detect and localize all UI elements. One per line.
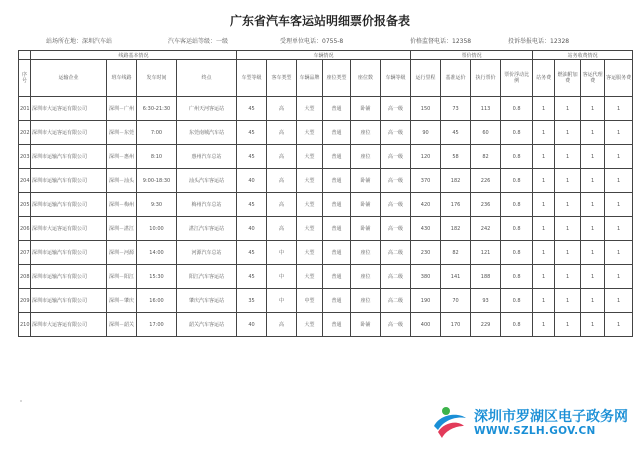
table-cell: 韶关汽车客运站 <box>177 313 237 337</box>
table-cell: 82 <box>471 145 501 169</box>
table-cell: 1 <box>581 313 605 337</box>
table-cell: 深圳－梅州 <box>107 193 137 217</box>
table-cell: 0.8 <box>501 217 533 241</box>
table-cell: 45 <box>237 97 267 121</box>
table-cell: 高一级 <box>381 217 411 241</box>
table-cell: 普通 <box>323 265 351 289</box>
table-cell: 1 <box>605 145 633 169</box>
table-cell: 1 <box>555 313 581 337</box>
table-cell: 普通 <box>323 241 351 265</box>
table-cell: 1 <box>555 241 581 265</box>
info-bar <box>18 36 622 48</box>
column-header: 车型等级 <box>237 60 267 97</box>
e-government-logo <box>432 402 468 440</box>
table-cell: 226 <box>471 169 501 193</box>
table-cell: 236 <box>471 193 501 217</box>
table-cell: 70 <box>441 289 471 313</box>
table-cell: 深圳－阳江 <box>107 265 137 289</box>
table-cell: 141 <box>441 265 471 289</box>
table-cell: 大型 <box>297 217 323 241</box>
table-cell: 8:10 <box>137 145 177 169</box>
table-cell: 1 <box>605 265 633 289</box>
table-cell: 1 <box>555 193 581 217</box>
table-cell: 汕头汽车客运站 <box>177 169 237 193</box>
column-header: 客车类型 <box>267 60 297 97</box>
table-cell: 普通 <box>323 169 351 193</box>
table-cell: 182 <box>441 217 471 241</box>
table-cell: 45 <box>237 145 267 169</box>
table-cell: 170 <box>441 313 471 337</box>
table-cell: 182 <box>441 169 471 193</box>
column-header: 车辆等级 <box>381 60 411 97</box>
table-cell: 150 <box>411 97 441 121</box>
group-fare: 票价情况 <box>411 51 533 60</box>
table-cell: 中 <box>267 241 297 265</box>
table-cell: 1 <box>581 265 605 289</box>
table-cell: 卧铺 <box>351 193 381 217</box>
table-cell: 208 <box>19 265 31 289</box>
table-cell: 深圳市大运客运有限公司 <box>31 313 107 337</box>
info-contact-phone: 受理单位电话：0755-8 <box>280 38 344 45</box>
table-cell: 1 <box>581 145 605 169</box>
table-cell: 203 <box>19 145 31 169</box>
table-cell: 座位 <box>351 121 381 145</box>
table-cell: 座位 <box>351 289 381 313</box>
table-cell: 1 <box>533 241 555 265</box>
table-cell: 卧铺 <box>351 169 381 193</box>
table-cell: 深圳－汕头 <box>107 169 137 193</box>
table-row <box>19 145 633 169</box>
table-cell: 高二级 <box>381 265 411 289</box>
table-cell: 45 <box>441 121 471 145</box>
table-cell: 190 <box>411 289 441 313</box>
table-cell: 370 <box>411 169 441 193</box>
table-cell: 120 <box>411 145 441 169</box>
table-cell: 242 <box>471 217 501 241</box>
table-cell: 梅州汽车总站 <box>177 193 237 217</box>
table-cell: 1 <box>581 169 605 193</box>
table-cell: 高 <box>267 217 297 241</box>
table-cell: 1 <box>581 289 605 313</box>
table-row <box>19 97 633 121</box>
column-header: 燃油附加费 <box>555 60 581 97</box>
table-cell: 深圳－肇庆 <box>107 289 137 313</box>
table-cell: 430 <box>411 217 441 241</box>
table-cell: 深圳市运输汽车有限公司 <box>31 265 107 289</box>
table-cell: 210 <box>19 313 31 337</box>
table-cell: 1 <box>605 217 633 241</box>
table-body <box>19 97 633 337</box>
table-cell: 1 <box>605 97 633 121</box>
table-cell: 高一级 <box>381 193 411 217</box>
table-cell: 高一级 <box>381 121 411 145</box>
table-cell: 高二级 <box>381 289 411 313</box>
table-cell: 420 <box>411 193 441 217</box>
column-header: 座位数 <box>351 60 381 97</box>
table-cell: 座位 <box>351 145 381 169</box>
header-row <box>19 60 633 97</box>
table-cell: 1 <box>533 313 555 337</box>
table-cell: 17:00 <box>137 313 177 337</box>
table-cell: 0.8 <box>501 265 533 289</box>
table-cell: 高一级 <box>381 169 411 193</box>
table-cell: 10:00 <box>137 217 177 241</box>
table-row <box>19 121 633 145</box>
table-cell: 1 <box>533 145 555 169</box>
table-cell: 深圳市运输汽车有限公司 <box>31 193 107 217</box>
table-cell: 普通 <box>323 97 351 121</box>
table-cell: 1 <box>581 121 605 145</box>
table-cell: 93 <box>471 289 501 313</box>
table-cell: 0.8 <box>501 313 533 337</box>
table-cell: 中 <box>267 265 297 289</box>
table-cell: 高 <box>267 313 297 337</box>
table-cell: 惠州汽车总站 <box>177 145 237 169</box>
table-cell: 16:00 <box>137 289 177 313</box>
table-cell: 45 <box>237 265 267 289</box>
brand-name: 深圳市罗湖区电子政务网 <box>474 409 628 425</box>
table-cell: 35 <box>237 289 267 313</box>
table-cell: 深圳市运输汽车有限公司 <box>31 289 107 313</box>
table-cell: 1 <box>555 97 581 121</box>
table-cell: 201 <box>19 97 31 121</box>
table-cell: 普通 <box>323 121 351 145</box>
table-cell: 1 <box>605 241 633 265</box>
column-header: 票价浮动比例 <box>501 60 533 97</box>
table-cell: 普通 <box>323 313 351 337</box>
table-cell: 0.8 <box>501 121 533 145</box>
column-header: 运输企业 <box>31 60 107 97</box>
column-header: 执行票价 <box>471 60 501 97</box>
table-cell: 高 <box>267 193 297 217</box>
table-cell: 1 <box>605 121 633 145</box>
table-cell: 15:30 <box>137 265 177 289</box>
table-cell: 176 <box>441 193 471 217</box>
table-cell: 229 <box>471 313 501 337</box>
table-cell: 1 <box>533 169 555 193</box>
table-cell: 广州天河客运站 <box>177 97 237 121</box>
table-cell: 普通 <box>323 217 351 241</box>
table-cell: 1 <box>555 289 581 313</box>
table-cell: 1 <box>605 169 633 193</box>
table-cell: 400 <box>411 313 441 337</box>
table-cell: 45 <box>237 241 267 265</box>
table-cell: 深圳市大运客运有限公司 <box>31 121 107 145</box>
group-route: 线路基本情况 <box>31 51 237 60</box>
table-cell: 高 <box>267 97 297 121</box>
info-price-office: 价格监督电话：12358 <box>410 38 472 45</box>
column-header: 运行里程 <box>411 60 441 97</box>
table-cell: 207 <box>19 241 31 265</box>
table-cell: 121 <box>471 241 501 265</box>
info-station-level: 汽车客运站等级：一级 <box>168 38 229 45</box>
scan-speck <box>20 400 22 402</box>
table-cell: 1 <box>581 217 605 241</box>
table-cell: 1 <box>581 241 605 265</box>
column-header: 序号 <box>19 60 31 97</box>
table-cell: 大型 <box>297 97 323 121</box>
table-cell: 深圳市大运客运有限公司 <box>31 217 107 241</box>
table-cell: 1 <box>555 217 581 241</box>
column-header: 站务费 <box>533 60 555 97</box>
column-header: 发车时间 <box>137 60 177 97</box>
table-cell: 中型 <box>297 289 323 313</box>
table-cell: 1 <box>605 193 633 217</box>
table-cell: 40 <box>237 313 267 337</box>
table-cell: 1 <box>533 265 555 289</box>
info-station-name: 站场所在地：深圳汽车站 <box>46 38 113 45</box>
table-cell: 14:00 <box>137 241 177 265</box>
table-row <box>19 193 633 217</box>
table-cell: 90 <box>411 121 441 145</box>
group-vehicle: 车辆情况 <box>237 51 411 60</box>
table-cell: 高 <box>267 145 297 169</box>
table-cell: 1 <box>533 289 555 313</box>
table-cell: 大型 <box>297 121 323 145</box>
column-header: 座位类型 <box>323 60 351 97</box>
table-cell: 45 <box>237 121 267 145</box>
column-header: 车辆品牌 <box>297 60 323 97</box>
table-cell: 40 <box>237 169 267 193</box>
table-cell: 0.8 <box>501 97 533 121</box>
table-cell: 9:30 <box>137 193 177 217</box>
table-cell: 卧铺 <box>351 97 381 121</box>
table-cell: 0.8 <box>501 241 533 265</box>
table-cell: 高二级 <box>381 241 411 265</box>
table-cell: 6:30-21:30 <box>137 97 177 121</box>
table-cell: 82 <box>441 241 471 265</box>
table-cell: 380 <box>411 265 441 289</box>
table-cell: 1 <box>533 121 555 145</box>
table-cell: 1 <box>533 193 555 217</box>
table-row <box>19 217 633 241</box>
table-cell: 1 <box>605 313 633 337</box>
table-cell: 阳江汽车客运站 <box>177 265 237 289</box>
table-cell: 高一级 <box>381 97 411 121</box>
table-row <box>19 289 633 313</box>
table-cell: 0.8 <box>501 289 533 313</box>
table-cell: 0.8 <box>501 193 533 217</box>
table-cell: 1 <box>581 97 605 121</box>
table-row <box>19 241 633 265</box>
column-header: 终点 <box>177 60 237 97</box>
table-cell: 大型 <box>297 169 323 193</box>
table-cell: 大型 <box>297 145 323 169</box>
table-cell: 113 <box>471 97 501 121</box>
table-cell: 45 <box>237 193 267 217</box>
column-header: 客运服务费 <box>605 60 633 97</box>
table-cell: 7:00 <box>137 121 177 145</box>
table-cell: 普通 <box>323 145 351 169</box>
brand-url[interactable]: WWW.SZLH.GOV.CN <box>474 425 596 437</box>
column-header: 班车线路 <box>107 60 137 97</box>
table-cell: 0.8 <box>501 145 533 169</box>
column-header: 客运代理费 <box>581 60 605 97</box>
table-cell: 深圳－湛江 <box>107 217 137 241</box>
table-row <box>19 169 633 193</box>
table-cell: 河源汽车总站 <box>177 241 237 265</box>
table-cell: 1 <box>605 289 633 313</box>
table-cell: 60 <box>471 121 501 145</box>
table-cell: 深圳市运输汽车有限公司 <box>31 145 107 169</box>
table-cell: 卧铺 <box>351 217 381 241</box>
table-cell: 座位 <box>351 265 381 289</box>
table-cell: 东莞南城汽车站 <box>177 121 237 145</box>
table-cell: 普通 <box>323 289 351 313</box>
table-cell: 高 <box>267 121 297 145</box>
table-cell: 58 <box>441 145 471 169</box>
table-cell: 1 <box>555 265 581 289</box>
table-cell: 大型 <box>297 241 323 265</box>
table-cell: 1 <box>581 193 605 217</box>
corner-cell <box>19 51 31 60</box>
table-row <box>19 313 633 337</box>
table-cell: 大型 <box>297 193 323 217</box>
table-cell: 深圳－惠州 <box>107 145 137 169</box>
table-cell: 深圳市运输汽车有限公司 <box>31 241 107 265</box>
table-cell: 普通 <box>323 193 351 217</box>
page-title: 广东省汽车客运站明细票价报备表 <box>229 14 410 28</box>
table-cell: 230 <box>411 241 441 265</box>
table-cell: 209 <box>19 289 31 313</box>
table-cell: 湛江汽车客运站 <box>177 217 237 241</box>
table-cell: 188 <box>471 265 501 289</box>
table-cell: 1 <box>555 121 581 145</box>
table-cell: 202 <box>19 121 31 145</box>
table-cell: 40 <box>237 217 267 241</box>
table-cell: 深圳－广州 <box>107 97 137 121</box>
table-cell: 深圳－河源 <box>107 241 137 265</box>
group-fee: 站务收费情况 <box>533 51 633 60</box>
table-cell: 卧铺 <box>351 313 381 337</box>
table-cell: 1 <box>533 217 555 241</box>
fare-table <box>18 50 633 337</box>
table-cell: 中 <box>267 289 297 313</box>
table-cell: 深圳市大运客运有限公司 <box>31 97 107 121</box>
table-cell: 9:00-18:30 <box>137 169 177 193</box>
table-cell: 0.8 <box>501 169 533 193</box>
table-cell: 73 <box>441 97 471 121</box>
table-cell: 肇庆汽车客运站 <box>177 289 237 313</box>
table-cell: 座位 <box>351 241 381 265</box>
table-cell: 深圳－韶关 <box>107 313 137 337</box>
table-row <box>19 265 633 289</box>
table-cell: 大型 <box>297 265 323 289</box>
table-cell: 1 <box>555 169 581 193</box>
table-cell: 高一级 <box>381 145 411 169</box>
table-cell: 深圳－东莞 <box>107 121 137 145</box>
table-cell: 1 <box>533 97 555 121</box>
table-cell: 206 <box>19 217 31 241</box>
table-cell: 205 <box>19 193 31 217</box>
table-cell: 高一级 <box>381 313 411 337</box>
info-report-phone: 投诉举报电话：12328 <box>508 38 570 45</box>
table-cell: 大型 <box>297 313 323 337</box>
table-cell: 高 <box>267 169 297 193</box>
table-cell: 1 <box>555 145 581 169</box>
table-cell: 204 <box>19 169 31 193</box>
column-header: 基准运价 <box>441 60 471 97</box>
table-cell: 深圳市运输汽车有限公司 <box>31 169 107 193</box>
